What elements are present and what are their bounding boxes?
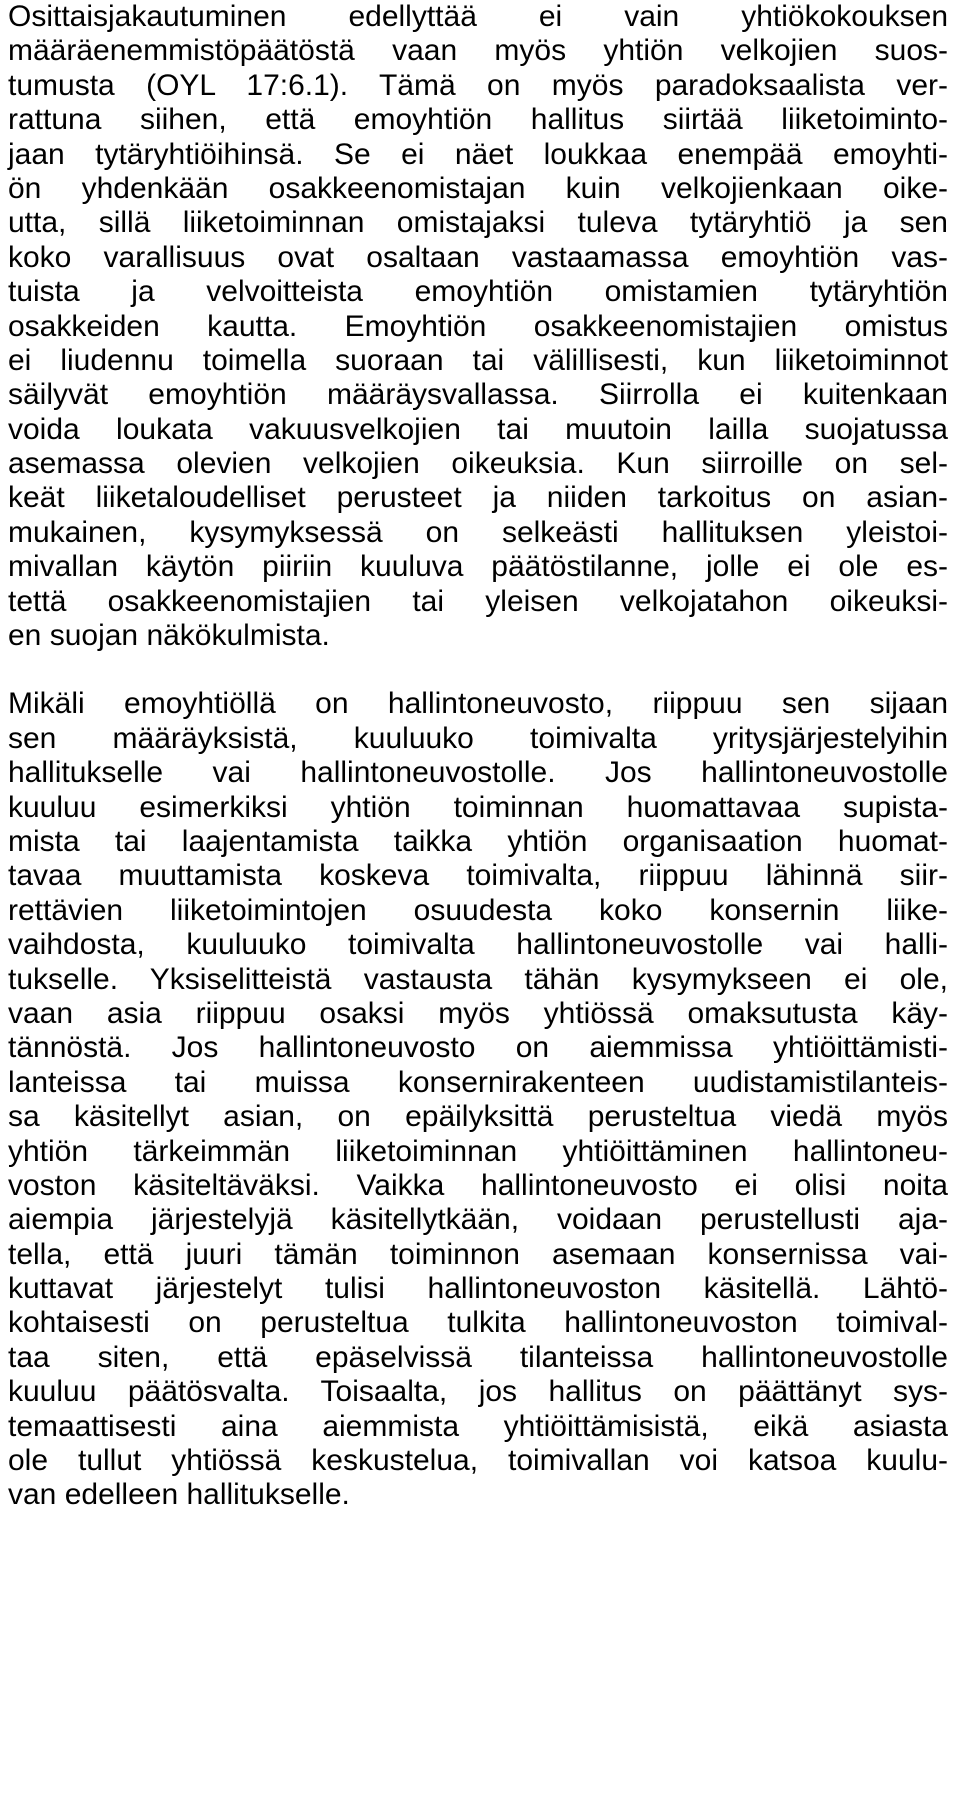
paragraph-gap	[8, 653, 948, 687]
text-line: aiempia järjestelyjä käsitellytkään, voidaan perustellusti aja-	[8, 1203, 948, 1237]
text-line: kuttavat järjestelyt tulisi hallintoneuvoston käsitellä. Lähtö-	[8, 1272, 948, 1306]
text-line: säilyvät emoyhtiön määräysvallassa. Siirrolla ei kuitenkaan	[8, 378, 948, 412]
text-line: rattuna siihen, että emoyhtiön hallitus siirtää liiketoiminto-	[8, 103, 948, 137]
text-line: utta, sillä liiketoiminnan omistajaksi tuleva tytäryhtiö ja sen	[8, 206, 948, 240]
text-line: mukainen, kysymyksessä on selkeästi hallituksen yleistoi-	[8, 515, 948, 549]
text-line: tännöstä. Jos hallintoneuvosto on aiemmissa yhtiöittämisti-	[8, 1031, 948, 1065]
text-line: kohtaisesti on perusteltua tulkita hallintoneuvoston toimival-	[8, 1306, 948, 1340]
text-line: ole tullut yhtiössä keskustelua, toimivallan voi katsoa kuulu-	[8, 1444, 948, 1478]
text-line: vaihdosta, kuuluuko toimivalta hallintoneuvostolle vai halli-	[8, 928, 948, 962]
text-line: Osittaisjakautuminen edellyttää ei vain yhtiökokouksen	[8, 0, 948, 33]
text-line: tavaa muuttamista koskeva toimivalta, riippuu lähinnä siir-	[8, 859, 948, 893]
text-line: määräenemmistöpäätöstä vaan myös yhtiön velkojien suos-	[8, 34, 948, 68]
text-line: osakkeiden kautta. Emoyhtiön osakkeenomistajien omistus	[8, 309, 948, 343]
text-line: koko varallisuus ovat osaltaan vastaamassa emoyhtiön vas-	[8, 240, 948, 274]
text-line: Mikäli emoyhtiöllä on hallintoneuvosto, riippuu sen sijaan	[8, 687, 948, 721]
text-line: jaan tytäryhtiöihinsä. Se ei näet loukkaa enempää emoyhti-	[8, 137, 948, 171]
paragraph-1	[8, 0, 948, 653]
text-line: en suojan näkökulmista.	[8, 619, 330, 653]
text-line: ön yhdenkään osakkeenomistajan kuin velkojienkaan oike-	[8, 171, 948, 205]
text-line: voston käsiteltäväksi. Vaikka hallintoneuvosto ei olisi noita	[8, 1168, 948, 1202]
text-line: kuuluu esimerkiksi yhtiön toiminnan huomattavaa supista-	[8, 790, 948, 824]
text-line: tettä osakkeenomistajien tai yleisen velkojatahon oikeuksi-	[8, 584, 948, 618]
text-line: kuuluu päätösvalta. Toisaalta, jos hallitus on päättänyt sys-	[8, 1375, 948, 1409]
paragraph-2	[8, 687, 948, 1512]
text-line: keät liiketaloudelliset perusteet ja niiden tarkoitus on asian-	[8, 481, 948, 515]
text-line: taa siten, että epäselvissä tilanteissa hallintoneuvostolle	[8, 1340, 948, 1374]
text-line: tukselle. Yksiselitteistä vastausta tähän kysymykseen ei ole,	[8, 962, 948, 996]
text-line: asemassa olevien velkojien oikeuksia. Kun siirroille on sel-	[8, 447, 948, 481]
text-line: yhtiön tärkeimmän liiketoiminnan yhtiöittäminen hallintoneu-	[8, 1134, 948, 1168]
text-line: vaan asia riippuu osaksi myös yhtiössä omaksutusta käy-	[8, 996, 948, 1030]
text-line: tella, että juuri tämän toiminnon asemaan konsernissa vai-	[8, 1237, 948, 1271]
text-line: rettävien liiketoimintojen osuudesta koko konsernin liike-	[8, 893, 948, 927]
text-line: mivallan käytön piiriin kuuluva päätöstilanne, jolle ei ole es-	[8, 550, 948, 584]
text-line: van edelleen hallitukselle.	[8, 1478, 350, 1512]
text-line: tuista ja velvoitteista emoyhtiön omistamien tytäryhtiön	[8, 275, 948, 309]
text-line: sa käsitellyt asian, on epäilyksittä perusteltua viedä myös	[8, 1100, 948, 1134]
text-line: temaattisesti aina aiemmista yhtiöittämisistä, eikä asiasta	[8, 1409, 948, 1443]
text-line: mista tai laajentamista taikka yhtiön organisaation huomat-	[8, 824, 948, 858]
text-line: lanteissa tai muissa konsernirakenteen uudistamistilanteis-	[8, 1065, 948, 1099]
text-line: hallitukselle vai hallintoneuvostolle. Jos hallintoneuvostolle	[8, 756, 948, 790]
text-line: ei liudennu toimella suoraan tai välillisesti, kun liiketoiminnot	[8, 343, 948, 377]
text-line: tumusta (OYL 17:6.1). Tämä on myös paradoksaalista ver-	[8, 68, 948, 102]
text-line: sen määräyksistä, kuuluuko toimivalta yritysjärjestelyihin	[8, 721, 948, 755]
text-line: voida loukata vakuusvelkojien tai muutoin lailla suojatussa	[8, 412, 948, 446]
